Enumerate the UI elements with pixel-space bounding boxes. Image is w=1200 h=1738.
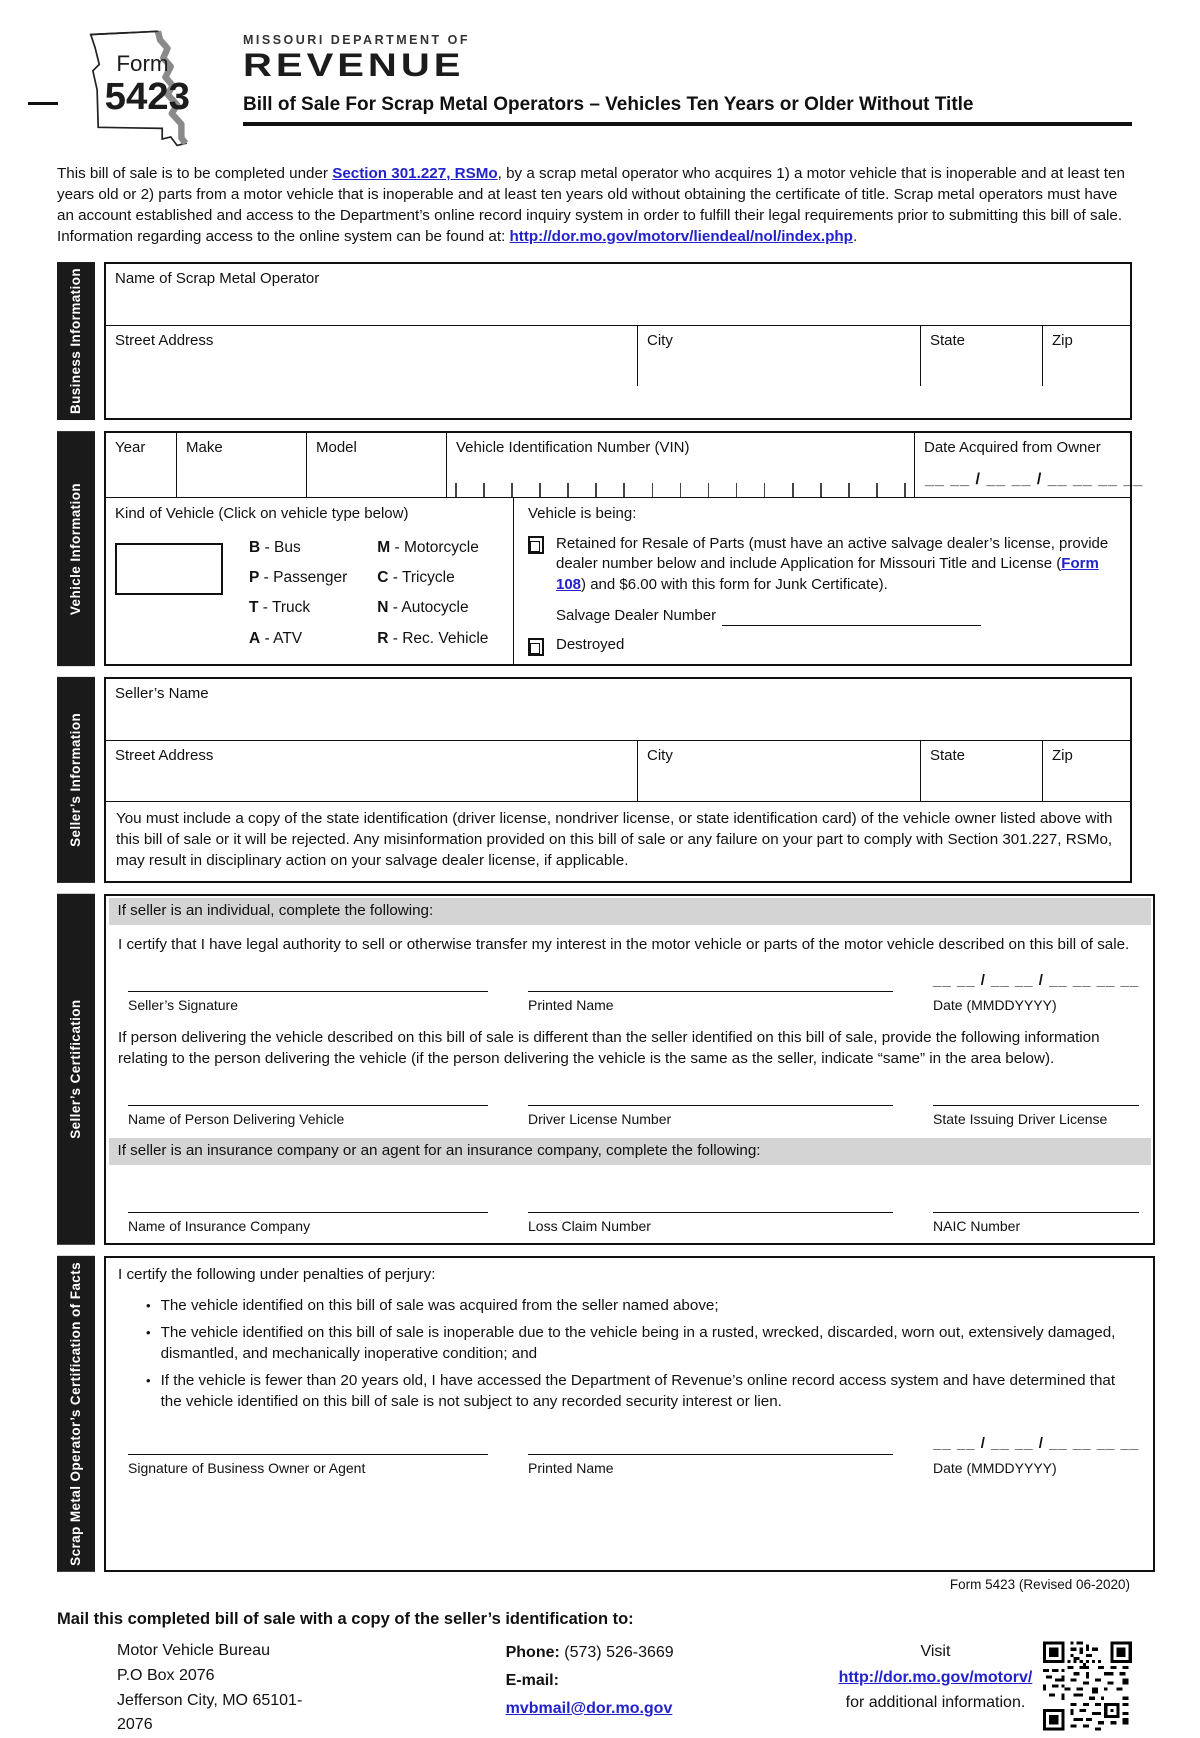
vehicle-model-label: Model bbox=[316, 438, 357, 456]
vehicle-information-label: Vehicle Information bbox=[57, 431, 95, 666]
seller-certification-body bbox=[104, 894, 1155, 1245]
vehicle-type-option-tricycle[interactable]: C - Tricycle bbox=[377, 567, 488, 588]
owner-printed-name-line[interactable] bbox=[528, 1435, 893, 1455]
form-number: 5423 bbox=[104, 75, 191, 119]
intro-text-mid: , by a scrap metal operator who acquires 1) a motor vehicle that is inoperable and at least ten years old or 2) parts from a motor vehicle that is inoperable and at least ten years old without obtaining the certificate of title. Scrap metal operators must have an account established and access to the Department’s online record inquiry system in order to fulfill their legal requirements prior to submitting this bill of sale. Information regarding access to the online system can be found at: bbox=[57, 165, 1125, 245]
seller-state-label: State bbox=[930, 747, 966, 765]
individual-seller-header: If seller is an individual, complete the following: bbox=[109, 898, 1151, 925]
vehicle-model-field[interactable] bbox=[306, 433, 446, 497]
insurance-company-name-line[interactable] bbox=[128, 1193, 488, 1213]
kind-of-vehicle-label: Kind of Vehicle (Click on vehicle type below) bbox=[115, 504, 409, 522]
business-street-field[interactable] bbox=[106, 326, 637, 386]
fold-mark bbox=[28, 102, 58, 105]
visit-pre-text: Visit bbox=[920, 1642, 951, 1660]
operator-certification-section bbox=[57, 1256, 1140, 1572]
seller-name-label: Seller’s Name bbox=[115, 685, 209, 703]
vehicle-is-being-label: Vehicle is being: bbox=[528, 504, 637, 522]
vehicle-type-legend bbox=[249, 535, 488, 650]
vehicle-year-field[interactable] bbox=[106, 433, 176, 497]
qr-code bbox=[1043, 1639, 1132, 1733]
business-zip-label: Zip bbox=[1052, 331, 1073, 349]
business-state-label: State bbox=[930, 331, 966, 349]
operator-date-blanks[interactable]: __ __ / __ __ / __ __ __ __ bbox=[933, 1434, 1140, 1452]
vehicle-vin-label: Vehicle Identification Number (VIN) bbox=[456, 438, 690, 456]
missouri-outline-icon bbox=[57, 26, 229, 154]
header-titles bbox=[243, 26, 1132, 154]
phone-number: (573) 526-3669 bbox=[564, 1643, 674, 1661]
insurance-company-name-label: Name of Insurance Company bbox=[128, 1218, 311, 1235]
seller-information-body bbox=[104, 677, 1132, 883]
vehicle-vin-field[interactable] bbox=[446, 433, 914, 497]
bullet-icon: • bbox=[146, 1324, 151, 1340]
operator-certification-label: Scrap Metal Operator’s Certification of Facts bbox=[57, 1256, 95, 1572]
vehicle-type-option-rec-vehicle[interactable]: R - Rec. Vehicle bbox=[377, 628, 488, 649]
mail-instruction: Mail this completed bill of sale with a copy of the seller’s identification to: bbox=[57, 1610, 634, 1629]
operator-certify-bullets bbox=[106, 1288, 1153, 1413]
seller-signature-label: Seller’s Signature bbox=[128, 996, 238, 1013]
seller-certification-label: Seller’s Certification bbox=[57, 894, 95, 1245]
salvage-dealer-number-line[interactable] bbox=[722, 610, 981, 626]
date-acquired-label: Date Acquired from Owner bbox=[924, 438, 1101, 456]
seller-certify-text: I certify that I have legal authority to sell or otherwise transfer my interest in the motor vehicle or parts of the motor vehicle described on this bill of sale. bbox=[118, 935, 1130, 953]
operator-certify-intro: I certify the following under penalties of perjury: bbox=[118, 1265, 436, 1283]
intro-text-pre: This bill of sale is to be completed under bbox=[57, 165, 333, 182]
nol-system-link[interactable]: http://dor.mo.gov/motorv/liendeal/nol/index.php bbox=[509, 227, 853, 245]
delivery-person-name-line[interactable] bbox=[128, 1086, 488, 1106]
vehicle-type-option-truck[interactable]: T - Truck bbox=[249, 597, 347, 618]
business-state-field[interactable] bbox=[920, 326, 1042, 386]
vehicle-type-option-motorcycle[interactable]: M - Motorcycle bbox=[377, 537, 488, 558]
salvage-dealer-number-label: Salvage Dealer Number bbox=[556, 606, 717, 624]
phone-label: Phone: bbox=[505, 1643, 560, 1661]
business-city-field[interactable] bbox=[637, 326, 920, 386]
kind-of-vehicle-panel bbox=[106, 498, 513, 664]
operator-signature-row bbox=[106, 1413, 1153, 1488]
operator-name-label: Name of Scrap Metal Operator bbox=[115, 269, 320, 287]
bullet-item: • The vehicle identified on this bill of sale is inoperable due to the vehicle being in a rusted, wrecked, discarded, worn out, extensively damaged, dismantled, and mechanically inoperative condition; and bbox=[146, 1323, 1139, 1365]
owner-printed-name-label: Printed Name bbox=[528, 1459, 614, 1476]
operator-name-field[interactable] bbox=[106, 264, 1130, 326]
bullet-item: • If the vehicle is fewer than 20 years old, I have accessed the Department of Revenue’s online record access system and have determined that the vehicle identified on this bill of sale is not subject to any recorded security interest or lien. bbox=[146, 1371, 1139, 1413]
business-address-row bbox=[106, 326, 1130, 386]
insurance-row bbox=[106, 1167, 1153, 1242]
delivery-person-row bbox=[106, 1072, 1153, 1135]
date-acquired-blanks[interactable]: __ __ / __ __ / __ __ __ __ bbox=[925, 470, 1144, 488]
seller-zip-field[interactable] bbox=[1042, 741, 1130, 801]
seller-date-label: Date (MMDDYYYY) bbox=[933, 996, 1057, 1013]
email-link[interactable]: mvbmail@dor.mo.gov bbox=[505, 1699, 673, 1717]
vehicle-detail-row bbox=[106, 498, 1130, 664]
vehicle-information-body bbox=[104, 431, 1144, 666]
vehicle-type-entry-box[interactable] bbox=[115, 543, 223, 595]
naic-number-line[interactable] bbox=[933, 1193, 1139, 1213]
bullet-icon: • bbox=[146, 1297, 151, 1313]
operator-certification-body bbox=[104, 1256, 1155, 1572]
title-rule bbox=[243, 122, 1132, 126]
form-header bbox=[57, 26, 1132, 154]
seller-address-row bbox=[106, 741, 1130, 802]
state-issuing-license-line[interactable] bbox=[933, 1086, 1139, 1106]
seller-printed-name-line[interactable] bbox=[528, 972, 893, 992]
missouri-state-logo bbox=[57, 26, 229, 154]
revision-note: Form 5423 (Revised 06-2020) bbox=[949, 1576, 1130, 1592]
department-line: MISSOURI DEPARTMENT OF bbox=[243, 33, 470, 47]
date-acquired-field[interactable] bbox=[914, 433, 1144, 497]
seller-information-section bbox=[57, 677, 1132, 883]
insurance-seller-header: If seller is an insurance company or an agent for an insurance company, complete the following: bbox=[109, 1138, 1151, 1165]
delivery-person-text: If person delivering the vehicle described on this bill of sale is different than the seller identified on this bill of sale, provide the following information relating to the person delivering the vehicle (if the person delivering the vehicle is the same as the seller, indicate “same” in the area below). bbox=[118, 1029, 1100, 1068]
business-zip-field[interactable] bbox=[1042, 326, 1130, 386]
operator-date-label: Date (MMDDYYYY) bbox=[933, 1459, 1057, 1476]
business-city-label: City bbox=[647, 331, 673, 349]
destroyed-label: Destroyed bbox=[556, 636, 625, 654]
vehicle-year-label: Year bbox=[115, 438, 146, 456]
seller-city-field[interactable] bbox=[637, 741, 920, 801]
vehicle-type-option-autocycle[interactable]: N - Autocycle bbox=[377, 597, 488, 618]
loss-claim-number-line[interactable] bbox=[528, 1193, 893, 1213]
seller-date-blanks[interactable]: __ __ / __ __ / __ __ __ __ bbox=[933, 972, 1140, 990]
destroyed-checkbox[interactable] bbox=[528, 638, 544, 656]
retained-for-resale-text: Retained for Resale of Parts (must have an active salvage dealer’s license, provide dealer number below and include Application for Missouri Title and License (Form 108) and $6.00 with this form for Junk Certificate). bbox=[556, 534, 1109, 593]
mailing-footer bbox=[57, 1608, 1132, 1738]
vehicle-type-option-passenger[interactable]: P - Passenger bbox=[249, 567, 347, 588]
visit-post-text: for additional information. bbox=[845, 1694, 1026, 1712]
driver-license-number-line[interactable] bbox=[528, 1086, 893, 1106]
intro-paragraph bbox=[57, 164, 1132, 248]
seller-state-field[interactable] bbox=[920, 741, 1042, 801]
naic-number-label: NAIC Number bbox=[933, 1218, 1021, 1235]
seller-information-label: Seller’s Information bbox=[57, 677, 95, 883]
intro-text-post: . bbox=[852, 227, 858, 245]
business-street-label: Street Address bbox=[115, 331, 214, 349]
vin-tick-marks bbox=[455, 483, 906, 497]
vehicle-make-label: Make bbox=[186, 438, 223, 456]
identification-requirement-note: You must include a copy of the state identification (driver license, nondriver license, or state identification card) of the vehicle owner listed above with this bill of sale or it will be rejected. Any misinformation provided on this bill of sale or any failure on your part to comply with Section 301.227, RSMo, may result in disciplinary action on your salvage dealer license, if applicable. bbox=[116, 810, 1113, 869]
bullet-item: • The vehicle identified on this bill of sale was acquired from the seller named above; bbox=[146, 1296, 1139, 1317]
state-issuing-license-label: State Issuing Driver License bbox=[933, 1111, 1108, 1128]
delivery-person-name-label: Name of Person Delivering Vehicle bbox=[128, 1111, 345, 1128]
vehicle-identity-row bbox=[106, 433, 1144, 498]
revenue-logo-text: REVENUE bbox=[243, 47, 465, 84]
seller-city-label: City bbox=[647, 747, 673, 765]
seller-street-label: Street Address bbox=[115, 747, 214, 765]
statute-link[interactable]: Section 301.227, RSMo bbox=[332, 165, 498, 182]
retained-for-resale-checkbox[interactable] bbox=[528, 536, 544, 554]
visit-block bbox=[828, 1639, 1044, 1716]
business-information-label: Business Information bbox=[57, 262, 95, 420]
owner-signature-label: Signature of Business Owner or Agent bbox=[128, 1459, 366, 1476]
vehicle-disposition-panel bbox=[513, 498, 1130, 664]
mailing-address bbox=[117, 1639, 326, 1738]
seller-street-field[interactable] bbox=[106, 741, 637, 801]
seller-name-field[interactable] bbox=[106, 679, 1130, 741]
seller-printed-name-label: Printed Name bbox=[528, 996, 614, 1013]
motorv-link[interactable]: http://dor.mo.gov/motorv/ bbox=[838, 1668, 1033, 1686]
vehicle-information-section bbox=[57, 431, 1144, 666]
seller-signature-row bbox=[106, 958, 1153, 1021]
bullet-icon: • bbox=[146, 1372, 151, 1388]
address-line: Motor Vehicle Bureau bbox=[117, 1641, 270, 1659]
email-label: E-mail: bbox=[505, 1671, 559, 1689]
vehicle-make-field[interactable] bbox=[176, 433, 306, 497]
seller-signature-line[interactable] bbox=[128, 972, 488, 992]
form-title: Bill of Sale For Scrap Metal Operators – Vehicles Ten Years or Older Without Title bbox=[243, 94, 974, 116]
driver-license-number-label: Driver License Number bbox=[528, 1111, 672, 1128]
seller-certification-section bbox=[57, 894, 1140, 1245]
form-label: Form bbox=[116, 50, 169, 76]
address-line: Jefferson City, MO 65101-2076 bbox=[117, 1691, 303, 1734]
seller-zip-label: Zip bbox=[1052, 747, 1073, 765]
vehicle-type-option-bus[interactable]: B - Bus bbox=[249, 537, 347, 558]
form-108-link[interactable]: Form 108 bbox=[556, 555, 1099, 593]
business-information-section bbox=[57, 262, 1132, 420]
owner-signature-line[interactable] bbox=[128, 1435, 488, 1455]
address-line: P.O Box 2076 bbox=[117, 1666, 215, 1684]
contact-block bbox=[506, 1639, 718, 1723]
salvage-dealer-number-row bbox=[556, 606, 981, 627]
loss-claim-number-label: Loss Claim Number bbox=[528, 1218, 651, 1235]
business-information-body bbox=[104, 262, 1132, 420]
vehicle-type-option-atv[interactable]: A - ATV bbox=[249, 628, 347, 649]
